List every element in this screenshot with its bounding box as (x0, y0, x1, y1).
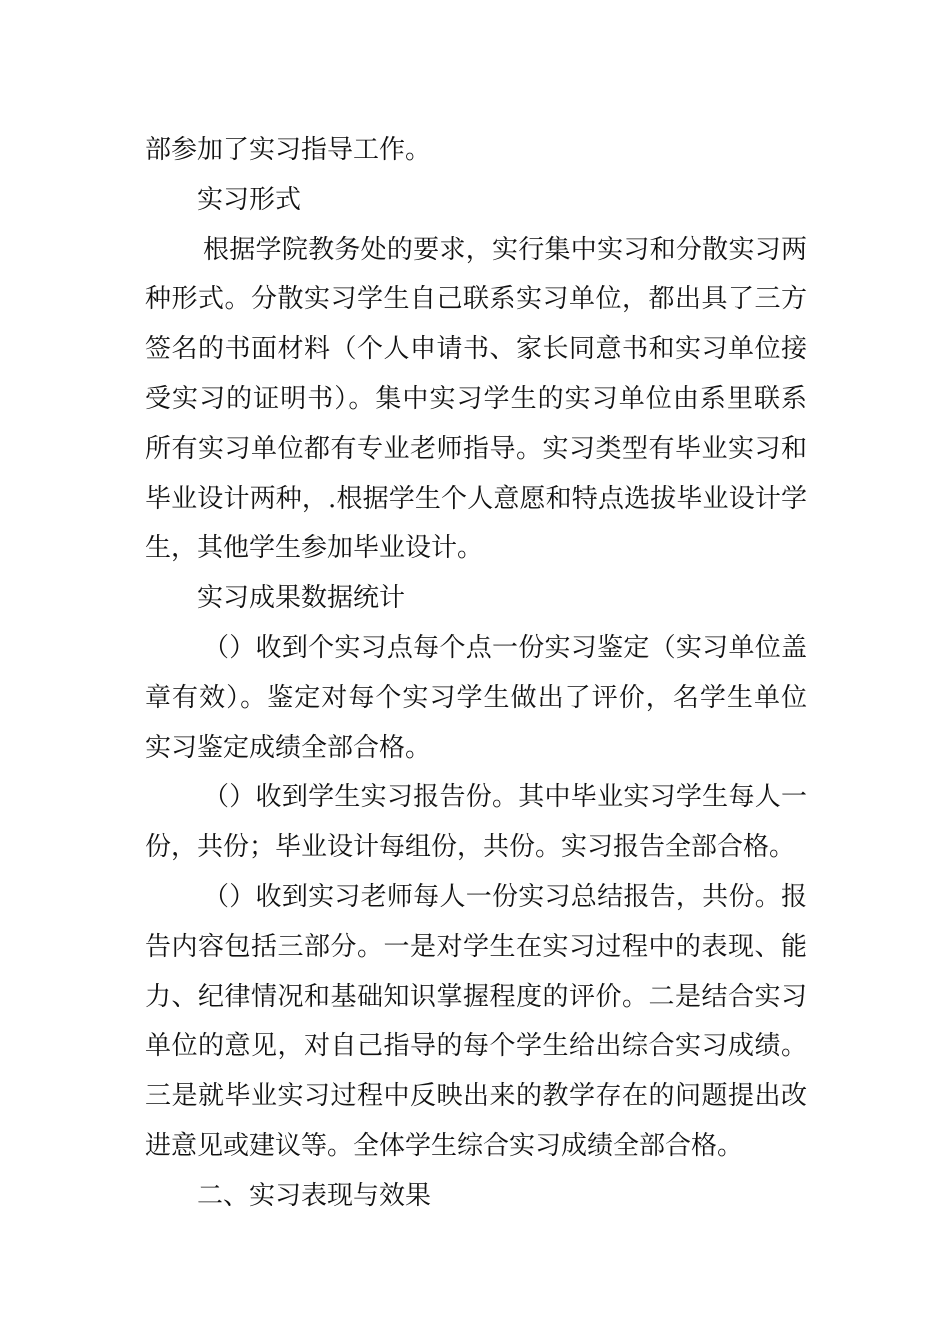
paragraph-teacher-summary: （）收到实习老师每人一份实习总结报告，共份。报告内容包括三部分。一是对学生在实习过程中的表现、能力、纪律情况和基础知识掌握程度的评价。二是结合实习单位的意见，对自己指导的每个学生给出综合实习成绩。三是就毕业实习过程中反映出来的教学存在的问题提出改进意见或建议等。全体学生综合实习成绩全部合格。 (145, 881, 807, 1161)
paragraph-reports: （）收到学生实习报告份。其中毕业实习学生每人一份，共份；毕业设计每组份，共份。实习报告全部合格。 (145, 782, 807, 863)
document-body (145, 126, 807, 1222)
heading-results-statistics: 实习成果数据统计 (197, 583, 406, 614)
heading-performance-effect: 二、实习表现与效果 (197, 1180, 432, 1211)
paragraph-appraisal: （）收到个实习点每个点一份实习鉴定（实习单位盖章有效）。鉴定对每个实习学生做出了评价，名学生单位实习鉴定成绩全部合格。 (145, 632, 807, 763)
paragraph-internship-form: 根据学院教务处的要求，实行集中实习和分散实习两种形式。分散实习学生自己联系实习单位，都出具了三方签名的书面材料（个人申请书、家长同意书和实习单位接受实习的证明书）。集中实习学生的实习单位由系里联系所有实习单位都有专业老师指导。实习类型有毕业实习和毕业设计两种，.根据学生个人意愿和特点选拔毕业设计学生，其他学生参加毕业设计。 (145, 234, 807, 564)
paragraph-continuation: 部参加了实习指导工作。 (145, 135, 432, 165)
heading-internship-form: 实习形式 (197, 184, 302, 215)
